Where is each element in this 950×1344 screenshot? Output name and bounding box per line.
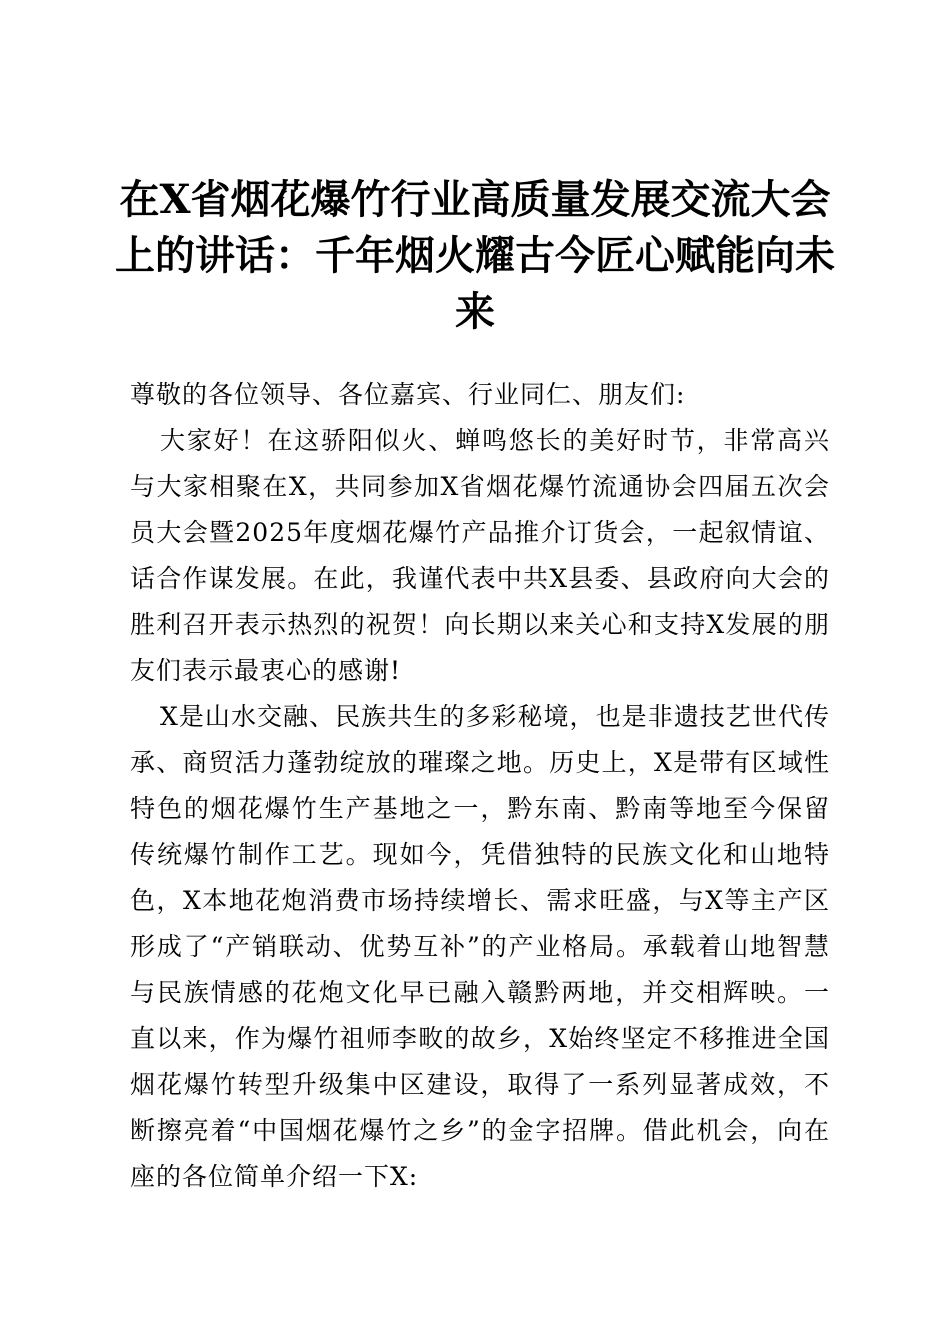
paragraph-introduction: X是山水交融、民族共生的多彩秘境，也是非遗技艺世代传承、商贸活力蓬勃绽放的璀璨之地。历史上，X是带有区域性特色的烟花爆竹生产基地之一，黔东南、黔南等地至今保留传统爆竹制作工艺。现如今，凭借独特的民族文化和山地特色，X本地花炮消费市场持续增长、需求旺盛，与X等主产区形成了“产销联动、优势互补”的产业格局。承载着山地智慧与民族情感的花炮文化早已融入赣黔两地，并交相辉映。一直以来，作为爆竹祖师李畋的故乡，X始终坚定不移推进全国烟花爆竹转型升级集中区建设，取得了一系列显著成效，不断擦亮着“中国烟花爆竹之乡”的金字招牌。借此机会，向在座的各位简单介绍一下X: (130, 702, 830, 1191)
salutation: 尊敬的各位领导、各位嘉宾、行业同仁、朋友们: (130, 380, 686, 409)
document-body (130, 372, 830, 1200)
document-title: 在X省烟花爆竹行业高质量发展交流大会上的讲话：千年烟火耀古今匠心赋能向未来 (115, 176, 835, 335)
paragraph-opening: 大家好！在这骄阳似火、蝉鸣悠长的美好时节，非常高兴与大家相聚在X，共同参加X省烟花爆竹流通协会四届五次会员大会暨2025年度烟花爆竹产品推介订货会，一起叙情谊、话合作谋发展。在此，我谨代表中共X县委、县政府向大会的胜利召开表示热烈的祝贺！向长期以来关心和支持X发展的朋友们表示最衷心的感谢! (130, 426, 830, 685)
